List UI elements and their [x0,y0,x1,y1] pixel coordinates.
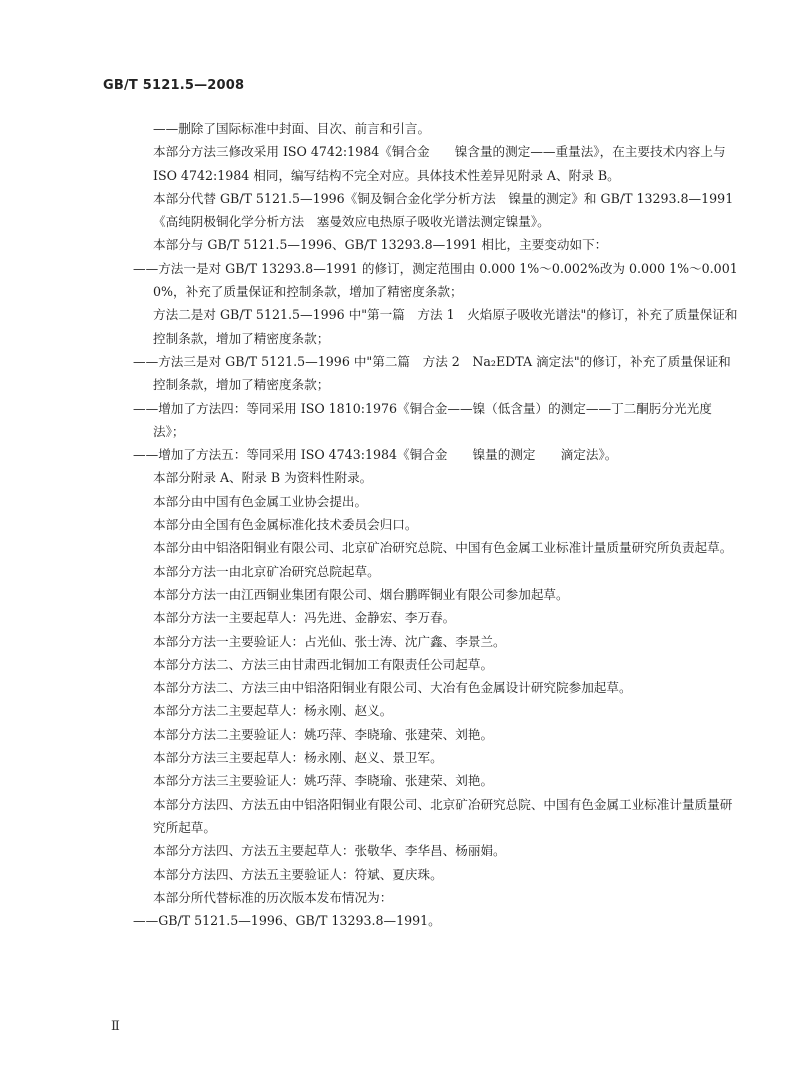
paragraph-method3-adoption: 本部分方法三修改采用 ISO 4742:1984《铜合金 镍含量的测定——重量法》，在主要技术内容上与 ISO 4742:1984 相同，编写结构不完全对应。具体技术性差异见附录 A、附录 B。 [153,144,726,183]
paragraph-previous-editions-intro: 本部分所代替标准的历次版本发布情况为： [153,889,393,905]
paragraph-method45-main-drafters: 本部分方法四、方法五主要起草人：张敬华、李华昌、杨丽娟。 [153,843,506,859]
paragraph-changes-intro: 本部分与 GB/T 5121.5—1996、GB/T 13293.8—1991 相比，主要变动如下： [153,237,608,253]
paragraph-method45-verifiers: 本部分方法四、方法五主要验证人：符斌、夏庆珠。 [153,866,443,882]
paragraph-method1-drafter: 本部分方法一由北京矿冶研究总院起草。 [153,563,380,579]
page-header-standard-code: GB/T 5121.5—2008 [103,78,245,93]
paragraph-replaces: 本部分代替 GB/T 5121.5—1996《铜及铜合金化学分析方法 镍量的测定》和 GB/T 13293.8—1991《高纯阴极铜化学分析方法 塞曼效应电热原子吸收光谱法测定镍量》。 [153,190,734,230]
paragraph-method23-drafter: 本部分方法二、方法三由甘肃西北铜加工有限责任公司起草。 [153,656,494,672]
paragraph-method23-participants: 本部分方法二、方法三由中铝洛阳铜业有限公司、大冶有色金属设计研究院参加起草。 [153,680,632,696]
change-item-method2: 方法二是对 GB/T 5121.5—1996 中"第一篇 方法 1 火焰原子吸收光谱法"的修订，补充了质量保证和控制条款，增加了精密度条款； [153,307,738,346]
paragraph-deletion-note: ——删除了国际标准中封面、目次、前言和引言。 [153,121,431,136]
paragraph-method2-verifiers: 本部分方法二主要验证人：姚巧萍、李晓瑜、张建荣、刘艳。 [153,726,494,742]
paragraph-centralized-by: 本部分由全国有色金属标准化技术委员会归口。 [153,517,418,533]
paragraph-annex-info: 本部分附录 A、附录 B 为资料性附录。 [153,470,373,486]
change-item-method1: ——方法一是对 GB/T 13293.8—1991 的修订，测定范围由 0.000 1%～0.002%改为 0.000 1%～0.001 0%，补充了质量保证和控制条款，增加了精密度条款； [133,260,738,300]
paragraph-method1-main-drafters: 本部分方法一主要起草人：冯先进、金静宏、李万春。 [153,610,456,626]
previous-editions-item: ——GB/T 5121.5—1996、GB/T 13293.8—1991。 [133,913,441,929]
change-item-method3: ——方法三是对 GB/T 5121.5—1996 中"第二篇 方法 2 Na₂EDTA 滴定法"的修订，补充了质量保证和控制条款，增加了精密度条款； [133,353,731,393]
paragraph-method2-main-drafters: 本部分方法二主要起草人：杨永刚、赵义。 [153,703,393,719]
paragraph-method3-main-drafters: 本部分方法三主要起草人：杨永刚、赵义、景卫军。 [153,750,443,766]
paragraph-method1-participants: 本部分方法一由江西铜业集团有限公司、烟台鹏晖铜业有限公司参加起草。 [153,586,569,602]
paragraph-method45-drafter: 本部分方法四、方法五由中铝洛阳铜业有限公司、北京矿冶研究总院、中国有色金属工业标准计量质量研究所起草。 [153,796,733,835]
paragraph-method1-verifiers: 本部分方法一主要验证人：占光仙、张士涛、沈广鑫、李景兰。 [153,633,506,649]
document-body [117,117,742,932]
change-item-method5: ——增加了方法五：等同采用 ISO 4743:1984《铜合金 镍量的测定 滴定法》。 [133,447,618,463]
paragraph-proposed-by: 本部分由中国有色金属工业协会提出。 [153,493,368,509]
change-item-method4: ——增加了方法四：等同采用 ISO 1810:1976《铜合金——镍（低含量）的测定——丁二酮肟分光光度法》； [133,400,712,439]
paragraph-drafted-by: 本部分由中铝洛阳铜业有限公司、北京矿冶研究总院、中国有色金属工业标准计量质量研究所负责起草。 [153,540,733,556]
page-number: Ⅱ [111,1019,120,1034]
paragraph-method3-verifiers: 本部分方法三主要验证人：姚巧萍、李晓瑜、张建荣、刘艳。 [153,773,494,789]
